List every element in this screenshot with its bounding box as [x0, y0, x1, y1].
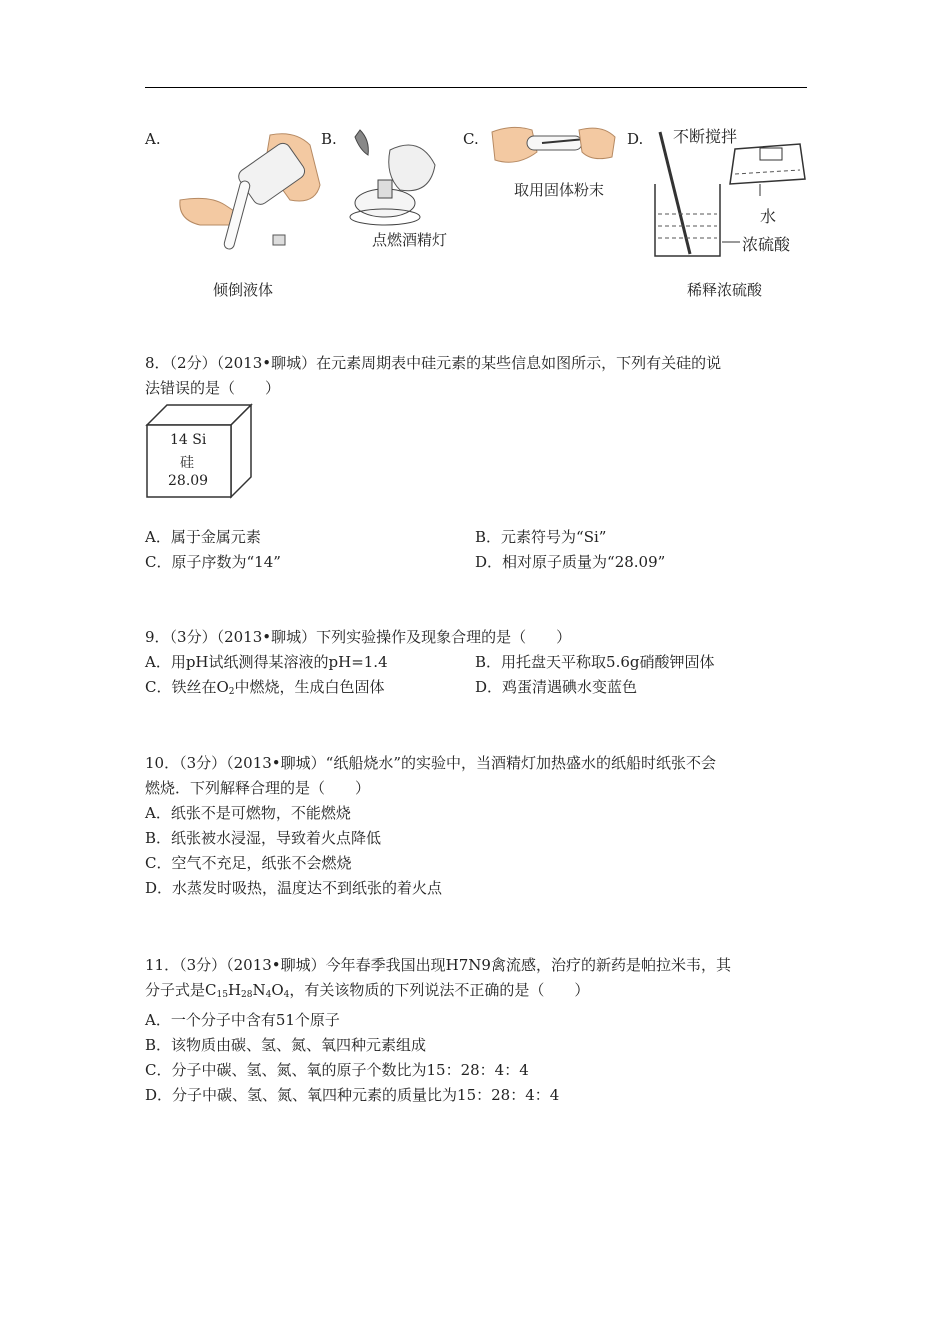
- lighting-alcohol-lamp-illustration: [340, 125, 445, 230]
- q7-d-acid-label: 浓硫酸: [742, 235, 791, 254]
- question-10: [145, 751, 815, 901]
- q7-option-c-letter: C.: [463, 130, 479, 148]
- q8-option-a: A．属于金属元素: [145, 528, 261, 546]
- question-9: [145, 625, 815, 705]
- q9-option-c: C．铁丝在$O_2$中燃烧，生成白色固体: [145, 678, 385, 697]
- question-8: [145, 351, 815, 401]
- q7-d-stir-label: 不断搅拌: [673, 127, 738, 146]
- q9-option-a: A．用pH试纸测得某溶液的pH=1.4: [145, 653, 388, 671]
- q8-option-b: B．元素符号为“Si”: [475, 528, 607, 546]
- q10-option-c: C．空气不充足，纸张不会燃烧: [145, 854, 352, 872]
- q11-stem-line2: 分子式是$C_{15}H_{28}N_4O_4$，有关该物质的下列说法不正确的是（ ）: [145, 981, 590, 1000]
- q10-option-d: D．水蒸发时吸热，温度达不到纸张的着火点: [145, 879, 443, 897]
- q10-option-a: A．纸张不是可燃物，不能燃烧: [145, 804, 351, 822]
- taking-solid-powder-illustration: [487, 122, 617, 172]
- q7-option-d-letter: D.: [627, 130, 644, 148]
- q8-option-d: D．相对原子质量为“28.09”: [475, 553, 666, 571]
- q8-stem-line2: 法错误的是（ ）: [145, 379, 281, 397]
- q9-option-d: D．鸡蛋清遇碘水变蓝色: [475, 678, 638, 696]
- element-name: 硅: [180, 455, 194, 471]
- q11-option-d: D．分子中碳、氢、氮、氧四种元素的质量比为15：28：4：4: [145, 1086, 560, 1104]
- q11-stem-line1: 11．（3分）（2013•聊城）今年春季我国出现H7N9禽流感，治疗的新药是帕拉米韦，其: [145, 956, 731, 974]
- header-rule: [145, 87, 807, 88]
- element-mass: 28.09: [168, 473, 209, 489]
- q10-stem-line2: 燃烧．下列解释合理的是（ ）: [145, 779, 371, 797]
- q9-stem: 9．（3分）（2013•聊城）下列实验操作及现象合理的是（ ）: [145, 628, 572, 646]
- q10-stem-line1: 10．（3分）（2013•聊城）“纸船烧水”的实验中，当酒精灯加热盛水的纸船时纸张不会: [145, 754, 716, 772]
- element-number-symbol: 14 Si: [170, 432, 207, 448]
- q8-options: [145, 525, 815, 575]
- q8-option-c: C．原子序数为“14”: [145, 553, 281, 571]
- q11-option-b: B．该物质由碳、氢、氮、氧四种元素组成: [145, 1036, 427, 1054]
- q7-option-a-caption: 倾倒液体: [213, 281, 274, 299]
- q7-d-water-label: 水: [760, 207, 777, 226]
- q7-option-a-letter: A.: [145, 130, 161, 148]
- q7-option-b-caption: 点燃酒精灯: [372, 231, 448, 249]
- pouring-liquid-illustration: [170, 125, 330, 255]
- q11-option-a: A．一个分子中含有51个原子: [145, 1011, 340, 1029]
- q8-stem-line1: 8．（2分）（2013•聊城）在元素周期表中硅元素的某些信息如图所示，下列有关硅的说: [145, 354, 722, 372]
- q7-option-d-caption: 稀释浓硫酸: [687, 281, 763, 299]
- q9-option-b: B．用托盘天平称取5.6g硝酸钾固体: [475, 653, 715, 671]
- q7-option-b-letter: B.: [321, 130, 337, 148]
- q10-option-b: B．纸张被水浸湿，导致着火点降低: [145, 829, 382, 847]
- q7-option-c-caption: 取用固体粉末: [514, 181, 605, 199]
- question-11: [145, 953, 815, 1108]
- q11-option-c: C．分子中碳、氢、氮、氧的原子个数比为15：28：4：4: [145, 1061, 529, 1079]
